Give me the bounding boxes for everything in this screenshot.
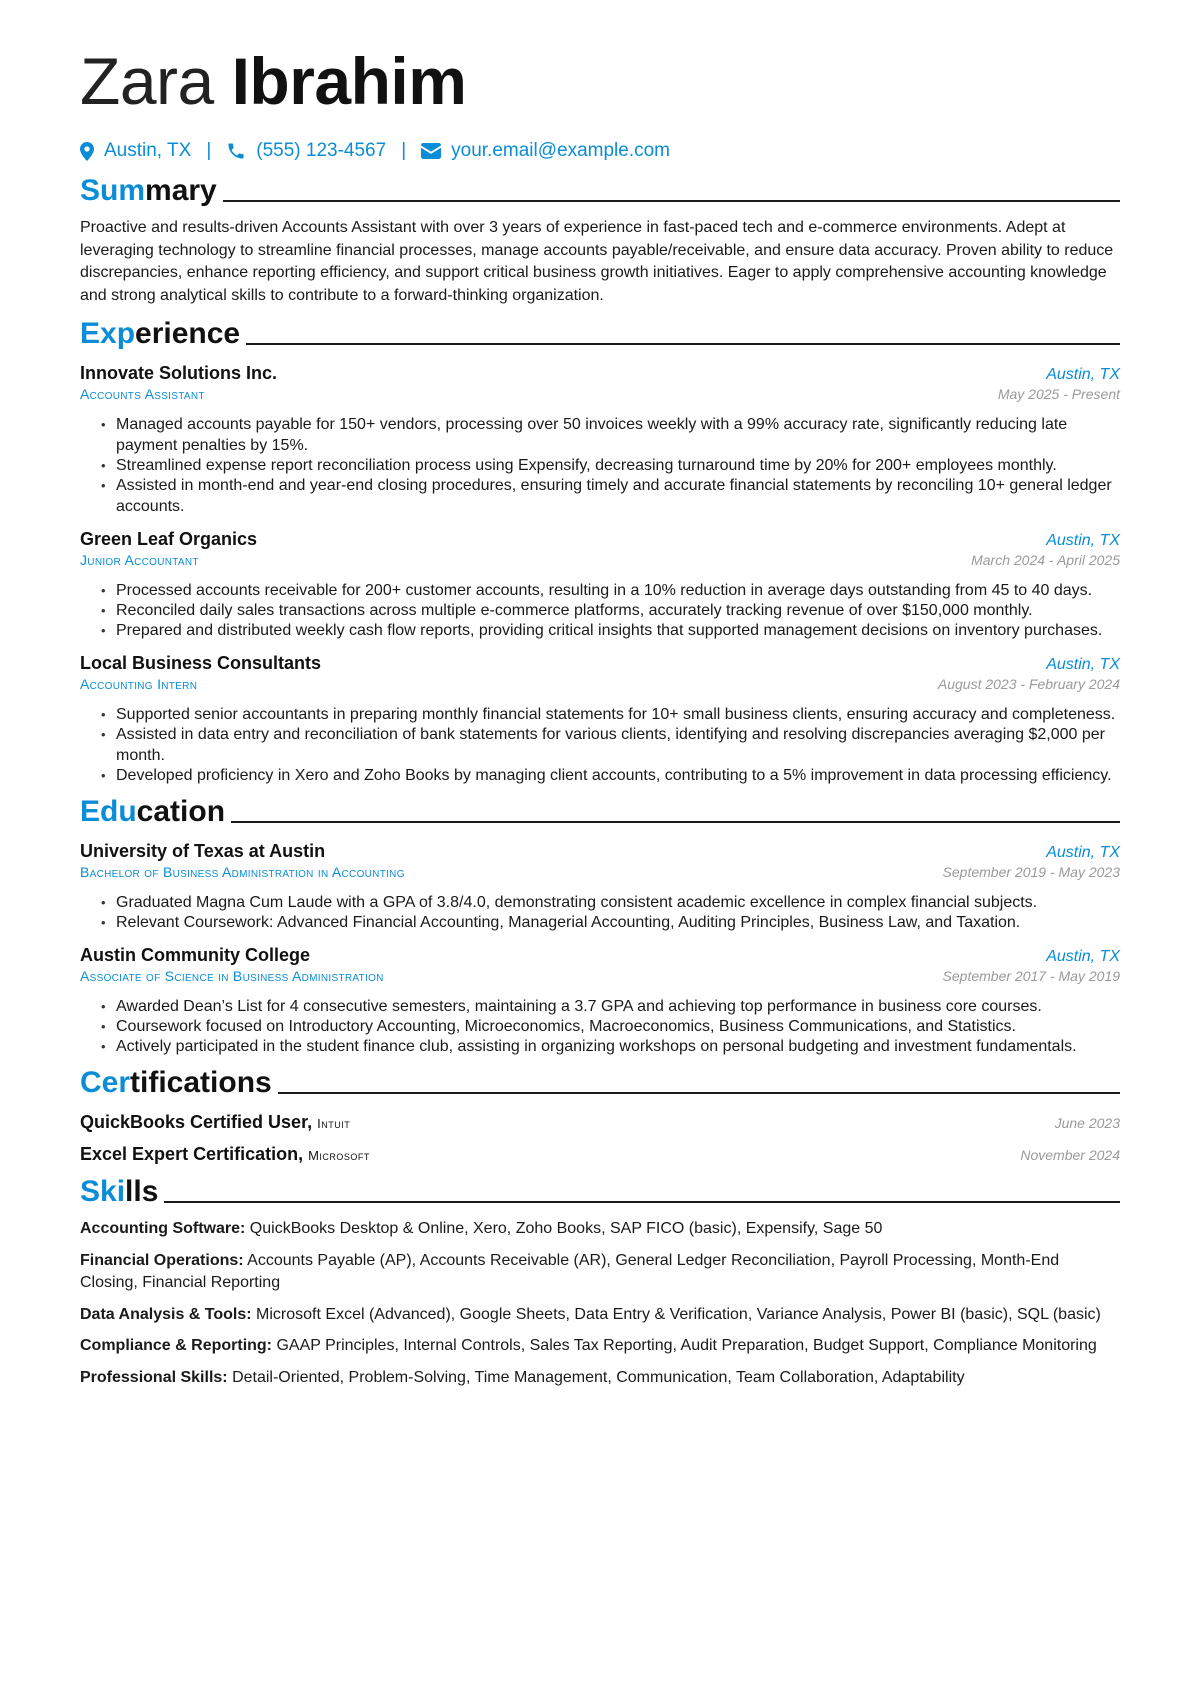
job-title: Accounts Assistant — [80, 386, 205, 402]
degree-title: Associate of Science in Business Administration — [80, 968, 384, 984]
resume-page — [80, 0, 1120, 1389]
skill-line — [80, 1218, 1120, 1241]
certifications-heading: Cer tifications — [80, 1066, 1120, 1100]
education-entry — [80, 841, 1120, 933]
last-name: Ibrahim — [231, 44, 467, 118]
section-rule — [278, 1092, 1120, 1094]
skill-category: Compliance & Reporting: — [80, 1337, 273, 1354]
skill-items: GAAP Principles, Internal Controls, Sales Tax Reporting, Audit Preparation, Budget Support, Compliance Monitoring — [276, 1337, 1097, 1354]
skill-category: Professional Skills: — [80, 1368, 228, 1386]
contact-separator: | — [401, 140, 407, 161]
degree-title: Bachelor of Business Administration in Accounting — [80, 864, 405, 880]
skill-line — [80, 1304, 1120, 1327]
section-rule — [164, 1201, 1120, 1203]
email-text: your.email@example.com — [451, 140, 670, 161]
job-title: Accounting Intern — [80, 676, 198, 692]
skill-line — [80, 1250, 1120, 1295]
list-item: • Graduated Magna Cum Laude with a GPA of 3.8/4.0, demonstrating consistent academic excellence in complex financial subjects. — [116, 892, 1120, 913]
list-item: • Streamlined expense report reconciliation process using Expensify, decreasing turnaround time by 20% for 200+ employees monthly. — [116, 455, 1120, 476]
list-item: • Assisted in month-end and year-end closing procedures, ensuring timely and accurate financial statements by reconciling 10+ general ledger accounts. — [116, 475, 1120, 517]
certification-item: QuickBooks Certified User, Intuit June 2023 — [80, 1112, 1120, 1132]
bullet-list — [80, 704, 1120, 786]
list-item: • Coursework focused on Introductory Accounting, Microeconomics, Macroeconomics, Business Communications, and Statistics. — [116, 1016, 1120, 1037]
skill-category: Financial Operations: — [80, 1251, 244, 1269]
list-item: • Prepared and distributed weekly cash flow reports, providing critical insights that supported management decisions on inventory purchases. — [116, 620, 1120, 641]
certification-name: QuickBooks Certified User — [80, 1112, 308, 1132]
skills-heading: Ski lls — [80, 1175, 1120, 1209]
bullet-list — [80, 580, 1120, 641]
phone-text: (555) 123-4567 — [256, 140, 387, 161]
bullet-list — [80, 414, 1120, 517]
entry-location: Austin, TX — [1046, 656, 1120, 673]
experience-entry — [80, 363, 1120, 517]
envelope-icon — [421, 143, 441, 159]
certification-date: November 2024 — [1020, 1147, 1120, 1163]
skill-items: Detail-Oriented, Problem-Solving, Time Management, Communication, Team Collaboration, Adaptability — [232, 1368, 965, 1386]
list-item: • Relevant Coursework: Advanced Financial Accounting, Managerial Accounting, Auditing Principles, Business Law, and Taxation. — [116, 912, 1120, 933]
entry-location: Austin, TX — [1046, 532, 1120, 549]
employer-name: Green Leaf Organics — [80, 529, 258, 549]
contact-location — [80, 140, 191, 162]
experience-entry — [80, 529, 1120, 641]
bullet-list — [80, 892, 1120, 933]
list-item: • Managed accounts payable for 150+ vendors, processing over 50 invoices weekly with a 99% accuracy rate, significantly reducing late payment penalties by 15%. — [116, 414, 1120, 456]
skill-category: Accounting Software: — [80, 1220, 246, 1237]
list-item: • Supported senior accountants in preparing monthly financial statements for 10+ small business clients, ensuring accuracy and completeness. — [116, 704, 1120, 725]
skill-category: Data Analysis & Tools: — [80, 1305, 252, 1323]
entry-location: Austin, TX — [1046, 366, 1120, 383]
summary-heading: Sum mary — [80, 174, 1120, 208]
skill-line — [80, 1335, 1120, 1358]
certification-name: Excel Expert Certification — [80, 1144, 299, 1164]
experience-heading: Exp erience — [80, 317, 1120, 351]
certification-issuer: Intuit — [317, 1116, 351, 1131]
entry-date: March 2024 - April 2025 — [971, 552, 1120, 568]
section-rule — [246, 343, 1120, 345]
list-item: • Developed proficiency in Xero and Zoho Books by managing client accounts, contributing to a 5% improvement in data processing efficiency. — [116, 765, 1120, 786]
section-rule — [223, 200, 1120, 202]
phone-icon — [226, 141, 246, 161]
entry-date: September 2017 - May 2019 — [942, 968, 1120, 984]
entry-location: Austin, TX — [1046, 844, 1120, 861]
list-item: • Assisted in data entry and reconciliation of bank statements for various clients, identifying and resolving discrepancies averaging $2,000 per month. — [116, 724, 1120, 766]
first-name: Zara — [80, 44, 214, 118]
entry-location: Austin, TX — [1046, 948, 1120, 965]
entry-date: August 2023 - February 2024 — [937, 676, 1120, 692]
certification-date: June 2023 — [1054, 1115, 1120, 1131]
contact-email[interactable] — [421, 140, 670, 162]
certification-issuer: Microsoft — [308, 1148, 370, 1163]
list-item: • Reconciled daily sales transactions across multiple e-commerce platforms, accurately tracking revenue of over $150,000 monthly. — [116, 600, 1120, 621]
employer-name: Innovate Solutions Inc. — [80, 363, 278, 383]
skill-line — [80, 1367, 1120, 1390]
skill-items: Accounts Payable (AP), Accounts Receivable (AR), General Ledger Reconciliation, Payroll Processing, Month-End Closing, Financial Reporting — [80, 1251, 1060, 1291]
education-heading: Edu cation — [80, 795, 1120, 829]
skill-items: QuickBooks Desktop & Online, Xero, Zoho Books, SAP FICO (basic), Expensify, Sage 50 — [249, 1220, 883, 1237]
contact-separator: | — [206, 140, 212, 161]
entry-date: May 2025 - Present — [997, 386, 1120, 402]
contact-phone[interactable] — [226, 140, 386, 162]
entry-date: September 2019 - May 2023 — [942, 864, 1120, 880]
list-item: • Processed accounts receivable for 200+ customer accounts, resulting in a 10% reduction in average days outstanding from 45 to 40 days. — [116, 580, 1120, 601]
map-pin-icon — [80, 142, 94, 161]
school-name: University of Texas at Austin — [80, 841, 326, 861]
experience-entry — [80, 653, 1120, 786]
list-item: • Actively participated in the student finance club, assisting in organizing workshops on personal budgeting and investment fundamentals. — [116, 1036, 1120, 1057]
candidate-name — [80, 42, 1120, 120]
skill-items: Microsoft Excel (Advanced), Google Sheets, Data Entry & Verification, Variance Analysis, Power BI (basic), SQL (basic) — [256, 1305, 1101, 1323]
section-rule — [231, 821, 1120, 823]
job-title: Junior Accountant — [80, 552, 199, 568]
employer-name: Local Business Consultants — [80, 653, 322, 673]
list-item: • Awarded Dean’s List for 4 consecutive semesters, maintaining a 3.7 GPA and achieving top performance in business core courses. — [116, 996, 1120, 1017]
summary-text: Proactive and results-driven Accounts Assistant with over 3 years of experience in fast-paced tech and e-commerce environments. Adept at leveraging technology to streamline financial processes, manage accounts payable/receivable, and ensure data accuracy. Proven ability to reduce discrepancies, enhance reporting efficiency, and support critical business growth initiatives. Eager to apply comprehensive accounting knowledge and strong analytical skills to contribute to a forward-thinking organization. — [80, 219, 1114, 304]
contact-line — [80, 136, 1120, 166]
school-name: Austin Community College — [80, 945, 311, 965]
location-text: Austin, TX — [104, 140, 192, 161]
certification-item: Excel Expert Certification, Microsoft November 2024 — [80, 1144, 1120, 1164]
education-entry — [80, 945, 1120, 1057]
bullet-list — [80, 996, 1120, 1057]
